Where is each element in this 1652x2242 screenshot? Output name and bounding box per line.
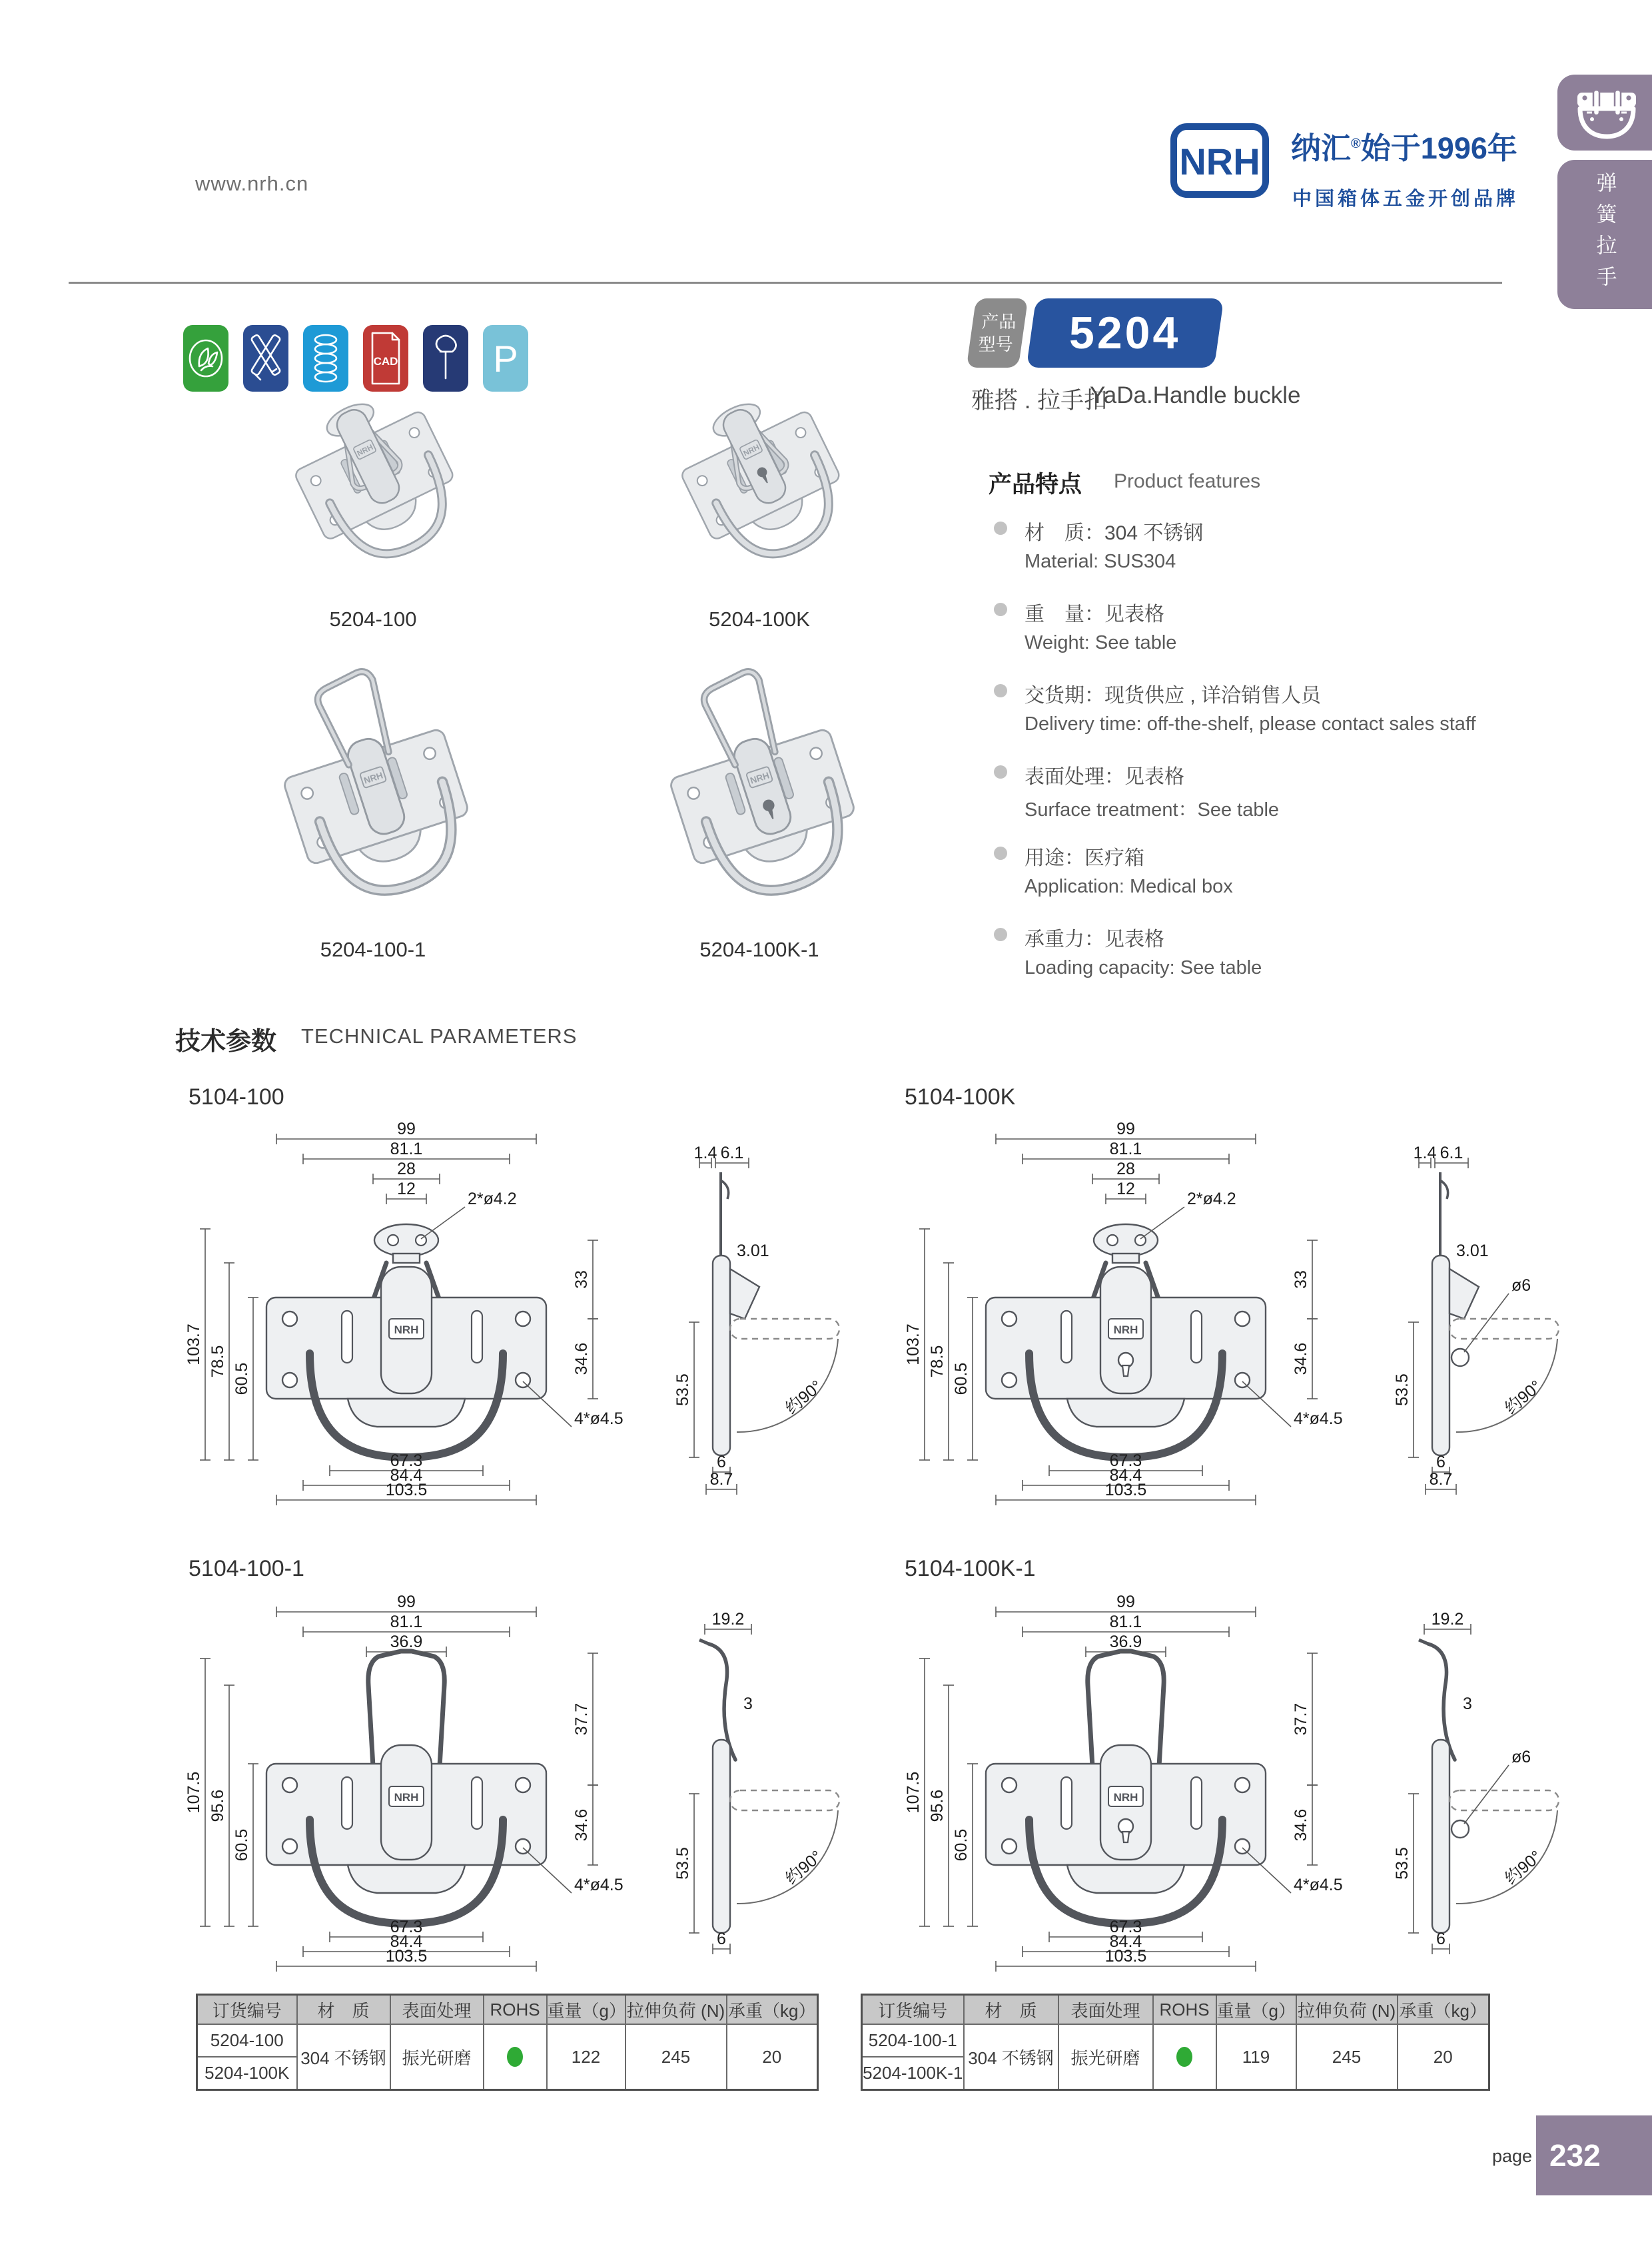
dimension-label: 3.01	[737, 1242, 769, 1260]
angle-label: 约90°	[781, 1376, 826, 1418]
dimension-label: 1.4	[693, 1144, 717, 1162]
rohs-green-dot-icon	[1176, 2047, 1192, 2067]
site-url: www.nrh.cn	[195, 172, 309, 195]
nrh-stamp: NRH	[394, 1791, 419, 1804]
column-header: 重量（g）	[1216, 1995, 1296, 2025]
nrh-stamp: NRH	[1113, 1791, 1138, 1804]
product-photo-5204-100	[200, 350, 546, 596]
drawing-title: 5104-100K-1	[905, 1556, 1036, 1581]
model-cell: 5204-100	[197, 2024, 297, 2057]
sidebar-spring-handle-tab	[1557, 160, 1652, 309]
dimension-label: 4*ø4.5	[1294, 1409, 1343, 1428]
feature-bullet-icon	[994, 847, 1007, 860]
feature-bullet-icon	[994, 603, 1007, 616]
technical-drawing-5104-100	[167, 1119, 873, 1505]
dimension-label: ø6	[1511, 1276, 1531, 1295]
rohs-cell	[1153, 2024, 1216, 2090]
dimension-label: 53.5	[1393, 1373, 1412, 1406]
product-photo-5204-100-1	[200, 636, 546, 926]
dimension-label: 103.7	[185, 1323, 203, 1365]
sidebar-tab-label: 弹簧拉手	[1593, 172, 1617, 297]
technical-drawing-5104-100K	[886, 1119, 1592, 1505]
dimension-label: 84.4	[390, 1932, 423, 1951]
product-name-en: YaDa.Handle buckle	[1090, 382, 1301, 408]
model-badge-line2: 型号	[978, 334, 1013, 354]
surface-cell: 振光研磨	[390, 2024, 484, 2090]
dimension-label: 103.5	[1104, 1947, 1147, 1966]
dimension-label: 37.7	[1292, 1702, 1310, 1736]
sidebar-category-tab	[1557, 75, 1652, 151]
technical-heading-zh: 技术参数	[175, 1028, 277, 1056]
column-header: ROHS	[484, 1995, 547, 2025]
feature-text-en: Weight: See table	[1025, 632, 1177, 653]
dimension-label: 99	[1116, 1593, 1135, 1611]
svg-text:NRH: NRH	[749, 770, 771, 786]
svg-text:P: P	[493, 338, 518, 380]
features-heading-en: Product features	[1114, 470, 1261, 492]
dimension-label: 4*ø4.5	[1294, 1876, 1343, 1894]
feature-text-en: Surface treatment：See table	[1025, 799, 1280, 821]
dimension-label: 4*ø4.5	[574, 1409, 623, 1428]
column-header: 订货编号	[197, 1995, 297, 2025]
dimension-label: 67.3	[1109, 1451, 1142, 1470]
drawing-title: 5104-100K	[905, 1084, 1016, 1110]
tensile-load-cell: 245	[625, 2024, 727, 2090]
drawing-title: 5104-100	[189, 1084, 284, 1110]
dimension-label: 78.5	[928, 1345, 947, 1378]
dimension-label: 60.5	[232, 1828, 251, 1862]
product-label: 5204-100K-1	[699, 938, 819, 961]
angle-label: 约90°	[1501, 1846, 1545, 1888]
weight-cell: 122	[547, 2024, 625, 2090]
dimension-label: 99	[397, 1120, 416, 1138]
dimension-label: 99	[1116, 1120, 1135, 1138]
dimension-label: ø6	[1511, 1748, 1531, 1766]
feature-text-zh: 用途：医疗箱	[1025, 847, 1144, 869]
feature-text-zh: 交货期：现货供应 , 详洽销售人员	[1025, 685, 1322, 707]
dimension-label: 103.5	[385, 1947, 428, 1966]
dimension-label: 53.5	[1393, 1847, 1412, 1880]
spec-table-standard	[196, 1994, 819, 2091]
dimension-label: 103.7	[904, 1323, 923, 1365]
column-header: 表面处理	[1058, 1995, 1153, 2025]
dimension-label: 3	[1463, 1694, 1472, 1713]
brand-tagline: 纳汇®始于1996年	[1291, 131, 1517, 165]
dimension-label: 78.5	[208, 1345, 227, 1378]
dimension-label: 81.1	[390, 1140, 423, 1158]
dimension-label: 60.5	[952, 1828, 971, 1862]
table-header-row	[862, 1995, 1489, 2025]
drawing-title: 5104-100-1	[189, 1556, 304, 1581]
surface-cell: 振光研磨	[1058, 2024, 1153, 2090]
column-header: 材 质	[964, 1995, 1058, 2025]
model-cell: 5204-100K	[197, 2057, 297, 2090]
angle-label: 约90°	[1501, 1376, 1545, 1418]
dimension-label: 34.6	[572, 1342, 591, 1375]
table-header-row	[197, 1995, 818, 2025]
dimension-label: 103.5	[1104, 1481, 1147, 1499]
dimension-label: 33	[572, 1270, 591, 1289]
nrh-stamp: NRH	[1113, 1323, 1138, 1336]
dimension-label: 19.2	[711, 1610, 745, 1629]
model-cell: 5204-100K-1	[862, 2057, 964, 2090]
svg-text:NRH: NRH	[362, 770, 384, 786]
dimension-label: 8.7	[1429, 1470, 1453, 1489]
tensile-load-cell: 245	[1296, 2024, 1398, 2090]
dimension-label: 19.2	[1431, 1610, 1464, 1629]
dimension-label: 103.5	[385, 1481, 428, 1499]
feature-bullet-icon	[994, 928, 1007, 941]
dimension-label: 60.5	[952, 1362, 971, 1395]
dimension-label: 8.7	[709, 1470, 733, 1489]
dimension-label: 67.3	[390, 1451, 423, 1470]
material-cell: 304 不锈钢	[964, 2024, 1058, 2090]
feature-text-en: Delivery time: off-the-shelf, please contact sales staff	[1025, 713, 1476, 735]
column-header: 表面处理	[390, 1995, 484, 2025]
dimension-label: 4*ø4.5	[574, 1876, 623, 1894]
dimension-label: 33	[1292, 1270, 1310, 1289]
svg-text:NRH: NRH	[356, 443, 375, 458]
nrh-logo-text: NRH	[1179, 141, 1260, 183]
feature-text-zh: 重 量：见表格	[1025, 603, 1164, 625]
page-label: page	[1492, 2146, 1533, 2166]
column-header: 订货编号	[862, 1995, 964, 2025]
page-number-block	[1536, 2115, 1652, 2195]
load-capacity-cell: 20	[727, 2024, 818, 2090]
model-cell: 5204-100-1	[862, 2024, 964, 2057]
dimension-label: 6.1	[1440, 1144, 1463, 1162]
svg-text:NRH: NRH	[742, 443, 761, 458]
model-badge-line1: 产品	[981, 312, 1017, 332]
dimension-label: 84.4	[1109, 1466, 1142, 1485]
dimension-label: 34.6	[572, 1808, 591, 1842]
dimension-label: 81.1	[1109, 1140, 1142, 1158]
nrh-stamp: NRH	[394, 1323, 419, 1336]
model-number-banner	[1027, 298, 1224, 368]
feature-bullet-icon	[994, 522, 1007, 535]
dimension-label: 6.1	[720, 1144, 744, 1162]
svg-text:CAD: CAD	[373, 355, 398, 368]
dimension-label: 2*ø4.2	[1187, 1190, 1236, 1208]
handle-buckle-icon	[1567, 78, 1647, 147]
spec-table-spring	[861, 1994, 1490, 2091]
column-header: 重量（g）	[547, 1995, 625, 2025]
dimension-label: 107.5	[904, 1771, 923, 1814]
column-header: 拉伸负荷 (N)	[625, 1995, 727, 2025]
feature-text-en: Material: SUS304	[1025, 551, 1176, 572]
dimension-label: 81.1	[1109, 1613, 1142, 1631]
dimension-label: 6	[717, 1930, 726, 1948]
dimension-label: 67.3	[390, 1918, 423, 1936]
dimension-label: 6	[1436, 1930, 1446, 1948]
feature-text-zh: 承重力：见表格	[1025, 929, 1164, 950]
column-header: 承重（kg）	[1398, 1995, 1489, 2025]
column-header: ROHS	[1153, 1995, 1216, 2025]
table-row	[197, 2024, 818, 2057]
brand-subtagline: 中国箱体五金开创品牌	[1292, 188, 1519, 210]
dimension-label: 28	[397, 1160, 416, 1178]
load-capacity-cell: 20	[1398, 2024, 1489, 2090]
product-label: 5204-100-1	[320, 938, 426, 961]
dimension-label: 36.9	[1109, 1633, 1142, 1651]
product-label: 5204-100	[329, 607, 417, 631]
feature-text-zh: 表面处理：见表格	[1025, 766, 1184, 788]
feature-bullet-icon	[994, 684, 1007, 697]
dimension-label: 95.6	[928, 1789, 947, 1822]
dimension-label: 95.6	[208, 1789, 227, 1822]
dimension-label: 3	[743, 1694, 753, 1713]
material-cell: 304 不锈钢	[297, 2024, 390, 2090]
dimension-label: 53.5	[673, 1847, 692, 1880]
technical-drawing-5104-100K-1	[886, 1592, 1592, 1985]
dimension-label: 34.6	[1292, 1342, 1310, 1375]
dimension-label: 12	[1116, 1180, 1135, 1198]
dimension-label: 1.4	[1413, 1144, 1437, 1162]
dimension-label: 60.5	[232, 1362, 251, 1395]
dimension-label: 84.4	[1109, 1932, 1142, 1951]
dimension-label: 53.5	[673, 1373, 692, 1406]
nrh-logo-icon	[1170, 111, 1270, 210]
technical-drawing-5104-100-1	[167, 1592, 873, 1985]
feature-text-zh: 材 质：304 不锈钢	[1025, 522, 1204, 544]
dimension-label: 84.4	[390, 1466, 423, 1485]
angle-label: 约90°	[781, 1846, 826, 1888]
dimension-label: 3.01	[1456, 1242, 1489, 1260]
dimension-label: 37.7	[572, 1702, 591, 1736]
feature-text-en: Loading capacity: See table	[1025, 957, 1262, 978]
dimension-label: 12	[397, 1180, 416, 1198]
dimension-label: 28	[1116, 1160, 1135, 1178]
weight-cell: 119	[1216, 2024, 1296, 2090]
rohs-cell	[484, 2024, 547, 2090]
dimension-label: 34.6	[1292, 1808, 1310, 1842]
dimension-label: 2*ø4.2	[468, 1190, 517, 1208]
table-row	[862, 2024, 1489, 2057]
column-header: 材 质	[297, 1995, 390, 2025]
model-number: 5204	[1069, 308, 1181, 358]
feature-text-en: Application: Medical box	[1025, 876, 1233, 897]
model-badge	[967, 298, 1029, 368]
product-photo-5204-100K	[586, 350, 933, 596]
product-name-zh: 雅搭 . 拉手扣	[971, 388, 1108, 414]
dimension-label: 107.5	[185, 1771, 203, 1814]
column-header: 承重（kg）	[727, 1995, 818, 2025]
dimension-label: 81.1	[390, 1613, 423, 1631]
rohs-green-dot-icon	[507, 2047, 523, 2067]
product-photo-5204-100K-1	[586, 636, 933, 926]
page-number: 232	[1549, 2138, 1601, 2173]
product-label: 5204-100K	[709, 607, 810, 631]
dimension-label: 67.3	[1109, 1918, 1142, 1936]
feature-bullet-icon	[994, 765, 1007, 779]
column-header: 拉伸负荷 (N)	[1296, 1995, 1398, 2025]
dimension-label: 6	[1436, 1453, 1446, 1471]
header-divider	[69, 282, 1502, 284]
dimension-label: 6	[717, 1453, 726, 1471]
technical-heading-en: TECHNICAL PARAMETERS	[301, 1024, 578, 1048]
dimension-label: 36.9	[390, 1633, 423, 1651]
features-heading-zh: 产品特点	[989, 472, 1082, 498]
dimension-label: 99	[397, 1593, 416, 1611]
